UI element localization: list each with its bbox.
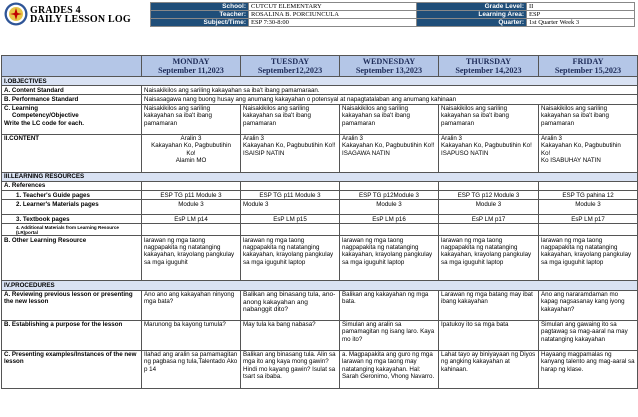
purpose-cell: Ipatukoy ito sa mga bata (439, 320, 539, 350)
purpose-cell: Simulan ang gawaing ito sa pagtawag sa mag-aaral na may natatanging kakayahan (539, 320, 638, 350)
lm-cell: Module 3 (439, 200, 539, 215)
subject-label: Subject/Time: (151, 19, 249, 27)
quarter-label: Quarter: (417, 19, 527, 27)
competency-cell: Naisakikilos ang sariling kakayahan sa iba't ibang pamamaran (340, 104, 439, 134)
school-value: CUTCUT ELEMENTARY (249, 3, 417, 11)
additional-materials-label: 4. Additional Materials from Learning Resource (LR)portal (2, 224, 142, 236)
title-line-grades: GRADES 4 (30, 5, 81, 16)
competency-cell: Naisakikilos ang sariling kakayahan sa iba't ibang pamamaran (241, 104, 340, 134)
grade-label: Grade Level: (417, 3, 527, 11)
teacher-label: Teacher: (151, 11, 249, 19)
tg-cell: ESP TG p12 Module 3 (439, 191, 539, 200)
teacher-value: ROSALINA B. PORCIUNCULA (249, 11, 417, 19)
subject-value: ESP 7:30-8:00 (249, 19, 417, 27)
presenting-cell: Ilahad ang aralin sa pamamagitan ng pagbasa ng tula,Talentado Ako p 14 (142, 350, 241, 388)
textbook-label: 3. Textbook pages (2, 215, 142, 224)
grade-value: II (527, 3, 635, 11)
presenting-cell: Hayaang magpamalas ng kanyang talento ang mag-aaral sa harap ng klase. (539, 350, 638, 388)
reviewing-cell: Ano ang nararamdaman mo kapag nagsasanay kang iyong kakayahan? (539, 290, 638, 320)
purpose-label: B. Establishing a purpose for the lesson (2, 320, 142, 350)
reviewing-cell: Ano ano ang kakayahan ninyong mga bata? (142, 290, 241, 320)
textbook-cell: EsP LM p17 (539, 215, 638, 224)
presenting-label: C. Presenting examples/Instances of the new lesson (2, 350, 142, 388)
day-header-blank (2, 56, 142, 77)
title-line-log: DAILY LESSON LOG (30, 14, 131, 25)
other-resource-cell: larawan ng mga taong nagpapakita ng natatanging kakayahan, krayolang pangkulay sa mga iguguhit laptop (539, 236, 638, 281)
tg-cell: ESP TG p12Module 3 (340, 191, 439, 200)
area-value: ESP (527, 11, 635, 19)
references-label: A. References (2, 181, 142, 190)
textbook-cell: EsP LM p16 (340, 215, 439, 224)
reviewing-cell: Balikan ang binasang tula, ano-anong kakayahan ang nabanggit dito? (241, 290, 340, 320)
school-label: School: (151, 3, 249, 11)
presenting-cell: Balikan ang binasang tula. Alin sa mga ito ang kaya mong gawin? Hindi mo kayang gawin? Isulat sa tsart sa ibaba. (241, 350, 340, 388)
other-resource-cell: larawan ng mga taong nagpapakita ng natatanging kakayahan, krayolang pangkulay sa mga iguguhit laptop (439, 236, 539, 281)
area-label: Learning Area: (417, 11, 527, 19)
day-header-row (2, 56, 638, 77)
lesson-log-table (1, 55, 638, 389)
performance-standard-label: B. Performance Standard (2, 95, 142, 104)
competency-cell: Naisakikilos ang sariling kakayahan sa iba't ibang pamamaran (142, 104, 241, 134)
competency-cell: Naisakikilos ang sariling kakayahan sa iba't ibang pamamaran (539, 104, 638, 134)
content-cell: Aralin 3 Kakayahan Ko, Pagbubutihin Ko!! ISAISIP NATIN (241, 134, 340, 172)
tg-cell: ESP TG p11 Module 3 (142, 191, 241, 200)
other-resource-cell: larawan ng mga taong nagpapakita ng natatanging kakayahan, krayolang pangkulay sa mga iguguhit laptop (340, 236, 439, 281)
learners-materials-label: 2. Learner's Materials pages (2, 200, 142, 215)
teachers-guide-label: 1. Teacher's Guide pages (2, 191, 142, 200)
other-resource-cell: larawan ng mga taong nagpapakita ng natatanging kakayahan, krayolang pangkulay sa mga iguguhit laptop (241, 236, 340, 281)
day-friday: FRIDAY September 15,2023 (539, 56, 638, 77)
lm-cell: Module 3 (340, 200, 439, 215)
day-thursday: THURSDAY September 14,2023 (439, 56, 539, 77)
header-info-table (150, 2, 635, 27)
competency-cell: Naisakikilos ang sariling kakayahan sa iba't ibang pamamaran (439, 104, 539, 134)
tg-cell: ESP TG pahina 12 (539, 191, 638, 200)
lm-cell: Module 3 (241, 200, 340, 215)
tg-cell: ESP TG p11 Module 3 (241, 191, 340, 200)
lm-cell: Module 3 (539, 200, 638, 215)
reviewing-cell: Larawan ng mga batang may ibat ibang kakayahan (439, 290, 539, 320)
section-procedures: IV.PROCEDURES (2, 281, 638, 290)
reviewing-cell: Balikan ang kakayahan ng mga bata. (340, 290, 439, 320)
textbook-cell: EsP LM p17 (439, 215, 539, 224)
presenting-cell: a. Magpapakita ang guro ng mga larawan ng mga taong may natatanging kakayahan. Hal: Sarah Geronimo, Vhong Navarro. (340, 350, 439, 388)
presenting-cell: Lahat tayo ay biniyayaan ng Diyos ng angking kakayahan at kahinaan. (439, 350, 539, 388)
content-standard-label: A. Content Standard (2, 86, 142, 95)
quarter-value: 1st Quarter Week 3 (527, 19, 635, 27)
content-cell: Aralin 3 Kakayahan Ko, Pagbubutihin Ko! ISAPUSO NATIN (439, 134, 539, 172)
other-resource-cell: larawan ng mga taong nagpapakita ng natatanging kakayahan, krayolang pangkulay sa mga iguguhit (142, 236, 241, 281)
other-resource-label: B. Other Learning Resource (2, 236, 142, 281)
day-tuesday: TUESDAY September12,2023 (241, 56, 340, 77)
day-monday: MONDAY September 11,2023 (142, 56, 241, 77)
purpose-cell: May tula ka bang nabasa? (241, 320, 340, 350)
content-standard-text: Naisakikilos ang sariling kakayahan sa iba't ibang pamamaraan. (142, 86, 638, 95)
reviewing-label: A. Reviewing previous lesson or presenting the new lesson (2, 290, 142, 320)
textbook-cell: EsP LM p14 (142, 215, 241, 224)
purpose-cell: Marunong ba kayong tumula? (142, 320, 241, 350)
textbook-cell: EsP LM p15 (241, 215, 340, 224)
day-wednesday: WEDNESDAY September 13,2023 (340, 56, 439, 77)
purpose-cell: Simulan ang aralin sa pamamagitan ng isang laro. Kaya mo ito? (340, 320, 439, 350)
performance-standard-text: Naisasagawa nang buong husay ang anumang kakayahan o potensyal at napagtatalaban ang anumang kahinaan (142, 95, 638, 104)
content-label: II.CONTENT (2, 134, 142, 172)
page-title (30, 6, 131, 24)
content-cell: Aralin 3 Kakayahan Ko, Pagbubutihin Ko!! ISAGAWA NATIN (340, 134, 439, 172)
deped-seal-logo (4, 2, 28, 26)
section-resources: III.LEARNING RESOURCES (2, 172, 638, 181)
content-cell: Aralin 3 Kakayahan Ko, Pagbubutihin Ko! Alamin MO (142, 134, 241, 172)
competency-label: C. Learning Competency/Objective Write the LC code for each. (2, 104, 142, 134)
lm-cell: Module 3 (142, 200, 241, 215)
section-objectives: I.OBJECTIVES (2, 77, 638, 86)
content-cell: Aralin 3 Kakayahan Ko, Pagbubutihin Ko! Ko ISABUHAY NATIN (539, 134, 638, 172)
